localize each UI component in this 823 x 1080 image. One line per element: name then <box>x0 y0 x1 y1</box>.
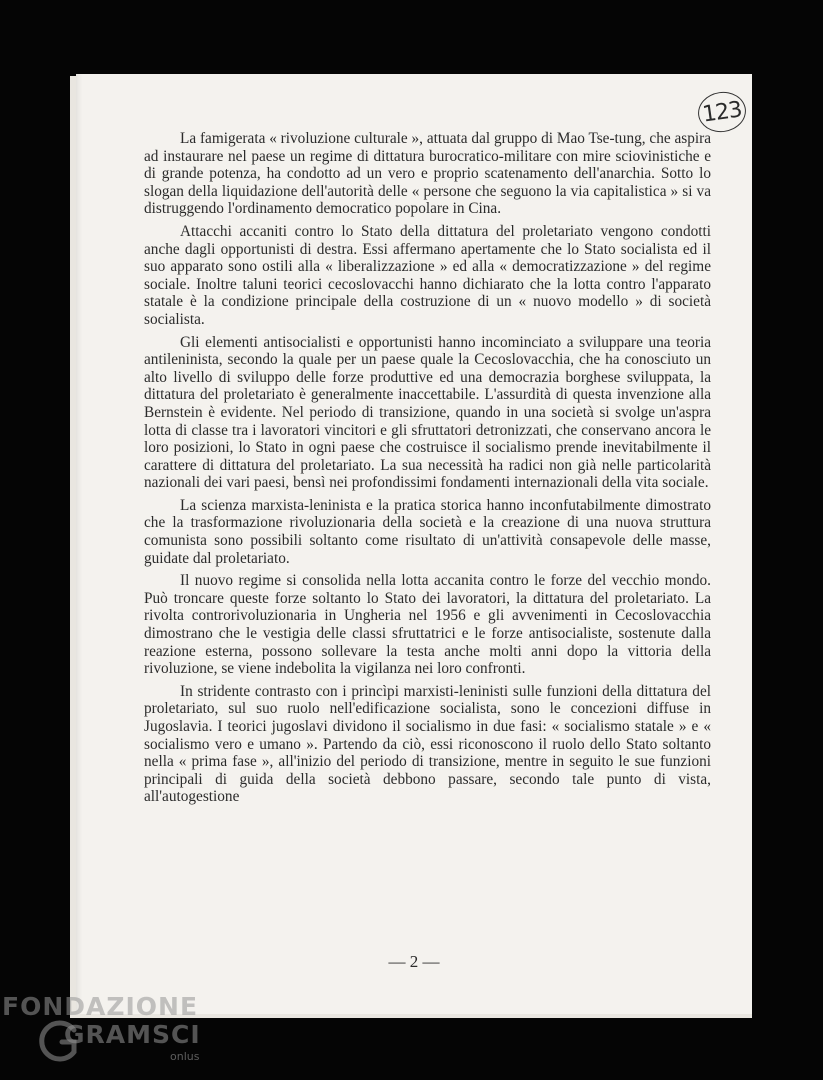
paragraph-6: In stridente contrasto con i princìpi marxisti-leninisti sulle funzioni della dittatura del proletariato, sul suo ruolo nell'edificazione socialista, sono le concezioni diffuse in Jugoslavia. I teorici jugoslavi dividono il socialismo in due fasi: « socialismo statale » e « socialismo vero e umano ». Partendo da ciò, essi riconoscono il ruolo dello Stato soltanto nella « prima fase », all'inizio del periodo di transizione, mentre in seguito le sue funzioni principali di guida della società debbono passare, secondo tale punto di vista, all'autogestione <box>144 682 711 806</box>
paragraph-1: La famigerata « rivoluzione culturale », attuata dal gruppo di Mao Tse-tung, che aspira ad instaurare nel paese un regime di dittatura burocratico-militare con mire sciovinistiche e di grande potenza, ha condotto ad un vero e proprio scatenamento dell'anarchia. Sotto lo slogan della liquidazione dell'autorità delle « persone che seguono la via capitalistica » si va distruggendo l'ordinamento democratico popolare in Cina. <box>144 130 711 218</box>
archive-page-number-stamp <box>695 89 748 135</box>
body-text <box>144 130 711 811</box>
watermark-line1: FONDAZIONE <box>2 992 199 1021</box>
paragraph-2: Attacchi accaniti contro lo Stato della dittatura del proletariato vengono condotti anche dagli opportunisti di destra. Essi affermano apertamente che lo Stato socialista ed il suo apparato sono ostili alla « liberalizzazione » ed alla « democratizzazione » del regime sociale. Inoltre taluni teorici cecoslovacchi hanno dichiarato che la lotta contro l'apparato statale è la condizione principale della costruzione di un « nuovo modello » di società socialista. <box>144 222 711 328</box>
paragraph-5: Il nuovo regime si consolida nella lotta accanita contro le forze del vecchio mondo. Può troncare queste forze soltanto lo Stato dei lavoratori, la dittatura del proletariato. La rivolta controrivoluzionaria in Ungheria nel 1956 e gli avvenimenti in Cecoslovacchia dimostrano che le vestigia delle classi sfruttatrici e le forze antisocialiste, sostenute dalla reazione esterna, possono sollevare la testa anche molti anni dopo la vittoria della rivoluzione, se viene indebolita la vigilanza nei loro confronti. <box>144 572 711 678</box>
stamp-number: 123 <box>700 96 744 128</box>
document-page <box>76 74 752 1014</box>
fondazione-gramsci-watermark <box>2 986 217 1076</box>
paragraph-4: La scienza marxista-leninista e la pratica storica hanno inconfutabilmente dimostrato che la trasformazione rivoluzionaria della società e la creazione di una nuova struttura comunista sono possibili soltanto come risultato di un'attività consapevole delle masse, guidate dal proletariato. <box>144 496 711 567</box>
watermark-line3: onlus <box>170 1050 200 1063</box>
watermark-line2: GRAMSCI <box>64 1020 201 1049</box>
paragraph-3: Gli elementi antisocialisti e opportunisti hanno incominciato a sviluppare una teoria antileninista, secondo la quale per un paese quale la Cecoslovacchia, che ha conosciuto un alto livello di sviluppo delle forze produttive ed una democrazia borghese sviluppata, la dittatura del proletariato è generalmente inaccettabile. L'assurdità di questa invenzione alla Bernstein è evidente. Nel periodo di transizione, quando in una società si svolge un'aspra lotta di classe tra i lavoratori vincitori e gli sfruttatori detronizzati, che conservano ancora le loro posizioni, lo Stato in ogni paese che costruisce il socialismo prende inevitabilmente il carattere di dittatura del proletariato. La sua necessità ha radici non già nelle particolarità nazionali dei vari paesi, bensì nei profondissimi fondamenti internazionali della vita sociale. <box>144 333 711 492</box>
page-folio: — 2 — <box>388 952 440 971</box>
